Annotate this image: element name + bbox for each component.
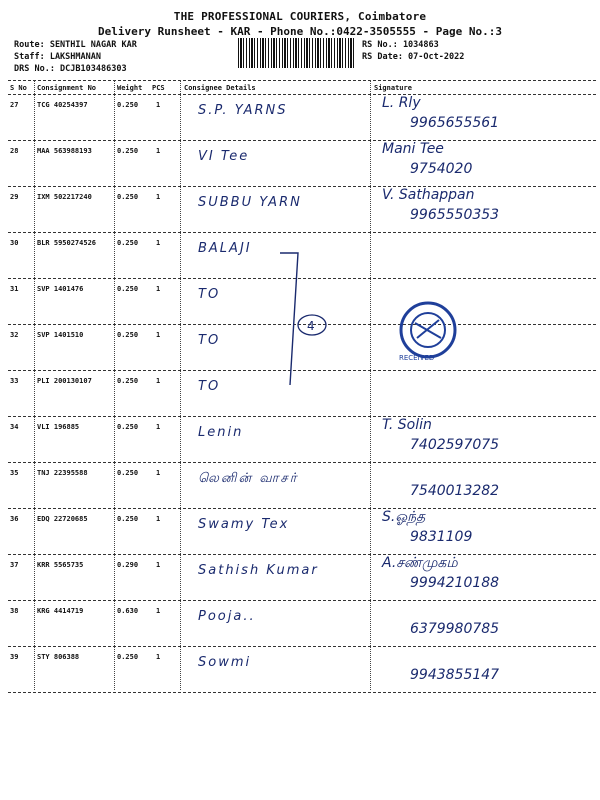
row-consignee: SUBBU YARN (198, 195, 302, 210)
row-consignment: IXM 502217240 (37, 193, 92, 201)
stamp-text: RECEIVED (399, 354, 435, 362)
col-consignee: Consignee Details (184, 84, 256, 92)
row-weight: 0.250 (117, 285, 139, 293)
bracket-count: 4 (307, 319, 315, 333)
row-consignment: TCG 40254397 (37, 101, 88, 109)
row-sno: 27 (10, 101, 19, 109)
row-weight: 0.250 (117, 515, 139, 523)
row-signature: T. Solin (382, 417, 432, 433)
row-consignment: KRR 5565735 (37, 561, 84, 569)
row-consignment: SVP 1401510 (37, 331, 84, 339)
row-consignment: STY 806388 (37, 653, 80, 661)
row-sno: 39 (10, 653, 19, 661)
row-divider (8, 186, 596, 187)
row-signature: V. Sathappan (382, 187, 475, 203)
row-sno: 35 (10, 469, 19, 477)
row-pcs: 1 (156, 147, 161, 155)
row-divider (8, 232, 596, 233)
row-weight: 0.250 (117, 147, 139, 155)
row-consignee: Sowmi (198, 655, 252, 670)
row-sno: 29 (10, 193, 19, 201)
row-pcs: 1 (156, 285, 161, 293)
col-consignment: Consignment No (37, 84, 97, 92)
row-consignment: BLR 5950274526 (37, 239, 97, 247)
row-pcs: 1 (156, 423, 161, 431)
row-weight: 0.290 (117, 561, 139, 569)
row-weight: 0.250 (117, 193, 139, 201)
row-weight: 0.630 (117, 607, 139, 615)
row-weight: 0.250 (117, 423, 139, 431)
row-divider (8, 140, 596, 141)
row-consignment: TNJ 22395588 (37, 469, 88, 477)
row-pcs: 1 (156, 101, 161, 109)
row-sno: 36 (10, 515, 19, 523)
row-sno: 31 (10, 285, 19, 293)
row-phone: 9965655561 (410, 115, 500, 131)
row-phone: 9943855147 (410, 667, 500, 683)
barcode (238, 38, 354, 68)
staff: Staff: LAKSHMANAN (14, 52, 101, 62)
row-divider (8, 692, 596, 693)
row-pcs: 1 (156, 515, 161, 523)
row-signature: A.சண்முகம் (382, 555, 458, 571)
row-consignee: Swamy Tex (198, 517, 290, 532)
row-pcs: 1 (156, 469, 161, 477)
row-consignment: SVP 1401476 (37, 285, 84, 293)
col-weight: Weight (117, 84, 143, 92)
row-sno: 28 (10, 147, 19, 155)
row-consignment: EDQ 22720685 (37, 515, 88, 523)
row-weight: 0.250 (117, 101, 139, 109)
row-phone: 7540013282 (410, 483, 500, 499)
row-sno: 38 (10, 607, 19, 615)
col-signature: Signature (374, 84, 412, 92)
bracket-mark (270, 245, 330, 395)
row-sno: 30 (10, 239, 19, 247)
row-sno: 33 (10, 377, 19, 385)
row-pcs: 1 (156, 377, 161, 385)
row-pcs: 1 (156, 239, 161, 247)
row-divider (8, 600, 596, 601)
row-consignee: BALAJI (198, 241, 252, 256)
row-weight: 0.250 (117, 377, 139, 385)
row-signature: Mani Tee (382, 141, 444, 157)
row-pcs: 1 (156, 193, 161, 201)
row-consignee: S.P. YARNS (198, 103, 288, 118)
row-divider (8, 462, 596, 463)
row-sno: 34 (10, 423, 19, 431)
col-pcs: PCS (152, 84, 165, 92)
row-divider (8, 416, 596, 417)
row-phone: 7402597075 (410, 437, 500, 453)
row-pcs: 1 (156, 331, 161, 339)
row-phone: 9831109 (410, 529, 473, 545)
row-consignee: லெனின் வாசர் (198, 471, 299, 486)
row-consignee: Sathish Kumar (198, 563, 319, 578)
rs-date: RS Date: 07-Oct-2022 (362, 52, 465, 62)
runsheet-subtitle: Delivery Runsheet - KAR - Phone No.:0422-3505555 - Page No.:3 (98, 25, 502, 38)
row-consignee: VI Tee (198, 149, 250, 164)
row-consignee: TO (198, 287, 221, 302)
row-consignee: Pooja.. (198, 609, 256, 624)
row-sno: 32 (10, 331, 19, 339)
row-sno: 37 (10, 561, 19, 569)
row-pcs: 1 (156, 561, 161, 569)
row-divider (8, 646, 596, 647)
row-phone: 9754020 (410, 161, 473, 177)
row-consignee: Lenin (198, 425, 244, 440)
row-consignee: TO (198, 379, 221, 394)
row-divider (8, 554, 596, 555)
row-consignee: TO (198, 333, 221, 348)
row-weight: 0.250 (117, 653, 139, 661)
received-stamp (395, 298, 465, 363)
row-phone: 6379980785 (410, 621, 500, 637)
row-weight: 0.250 (117, 331, 139, 339)
company-title: THE PROFESSIONAL COURIERS, Coimbatore (173, 10, 427, 23)
row-phone: 9994210188 (410, 575, 500, 591)
row-pcs: 1 (156, 653, 161, 661)
col-sno: S No (10, 84, 27, 92)
row-consignment: VLI 196885 (37, 423, 80, 431)
row-consignment: PLI 200130107 (37, 377, 92, 385)
row-phone: 9965550353 (410, 207, 500, 223)
rs-number: RS No.: 1034863 (362, 40, 439, 50)
drs-number: DRS No.: DCJB103486303 (14, 64, 127, 74)
row-consignment: KRG 4414719 (37, 607, 84, 615)
row-weight: 0.250 (117, 469, 139, 477)
row-weight: 0.250 (117, 239, 139, 247)
row-pcs: 1 (156, 607, 161, 615)
row-divider (8, 508, 596, 509)
row-consignment: MAA 563988193 (37, 147, 92, 155)
route: Route: SENTHIL NAGAR KAR (14, 40, 137, 50)
row-signature: S.ஓந்த (382, 509, 426, 525)
row-signature: L. Rly (382, 95, 421, 111)
